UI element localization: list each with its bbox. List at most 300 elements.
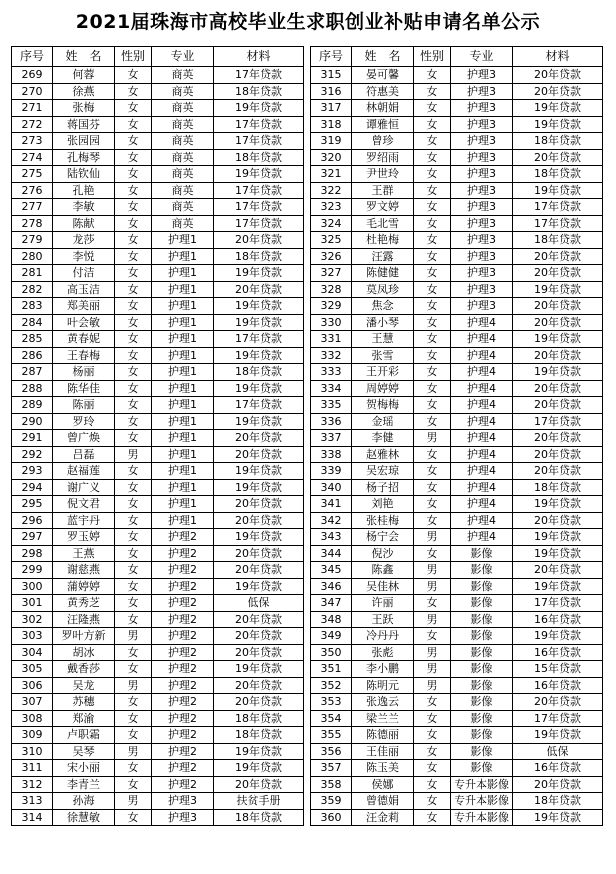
cell-major: 商英 — [152, 182, 214, 199]
cell-index: 326 — [311, 248, 352, 265]
cell-major: 护理3 — [152, 793, 214, 810]
table-row — [311, 479, 603, 496]
table-row — [311, 380, 603, 397]
cell-name: 罗玲 — [53, 413, 115, 430]
cell-major: 护理2 — [152, 661, 214, 678]
cell-name: 孔艳 — [53, 182, 115, 199]
cell-major: 护理3 — [451, 67, 513, 84]
cell-name: 王佳丽 — [352, 743, 414, 760]
cell-index: 310 — [12, 743, 53, 760]
cell-gender: 女 — [115, 595, 152, 612]
cell-material: 17年贷款 — [214, 182, 304, 199]
cell-material: 19年贷款 — [214, 314, 304, 331]
table-row — [311, 133, 603, 150]
cell-major: 商英 — [152, 199, 214, 216]
cell-index: 294 — [12, 479, 53, 496]
table-row — [12, 430, 304, 447]
cell-material: 19年贷款 — [513, 281, 603, 298]
cell-material: 17年贷款 — [513, 413, 603, 430]
cell-index: 317 — [311, 100, 352, 117]
cell-name: 龙莎 — [53, 232, 115, 249]
cell-index: 313 — [12, 793, 53, 810]
page-title: 2021届珠海市高校毕业生求职创业补贴申请名单公示 — [75, 11, 541, 33]
cell-name: 汪金莉 — [352, 809, 414, 826]
cell-material: 20年贷款 — [214, 611, 304, 628]
cell-major: 影像 — [451, 611, 513, 628]
cell-name: 罗绍雨 — [352, 149, 414, 166]
cell-name: 高玉洁 — [53, 281, 115, 298]
cell-name: 何蓉 — [53, 67, 115, 84]
cell-name: 杨丽 — [53, 364, 115, 381]
cell-gender: 女 — [115, 347, 152, 364]
table-row — [12, 265, 304, 282]
cell-major: 护理3 — [451, 100, 513, 117]
cell-index: 304 — [12, 644, 53, 661]
table-row — [311, 413, 603, 430]
cell-material: 20年贷款 — [513, 694, 603, 711]
cell-material: 18年贷款 — [214, 809, 304, 826]
table-header-row — [12, 47, 304, 67]
cell-material: 19年贷款 — [214, 661, 304, 678]
cell-gender: 女 — [115, 116, 152, 133]
cell-index: 285 — [12, 331, 53, 348]
table-row — [311, 331, 603, 348]
table-row — [311, 661, 603, 678]
cell-major: 护理1 — [152, 413, 214, 430]
cell-major: 护理3 — [451, 149, 513, 166]
table-row — [12, 595, 304, 612]
cell-index: 277 — [12, 199, 53, 216]
cell-gender: 女 — [414, 760, 451, 777]
cell-material: 20年贷款 — [513, 265, 603, 282]
cell-name: 杨宁会 — [352, 529, 414, 546]
cell-gender: 女 — [115, 413, 152, 430]
cell-gender: 女 — [115, 232, 152, 249]
table-row — [12, 809, 304, 826]
table-row — [311, 545, 603, 562]
cell-index: 318 — [311, 116, 352, 133]
table-row — [311, 710, 603, 727]
cell-major: 护理1 — [152, 463, 214, 480]
cell-major: 护理2 — [152, 545, 214, 562]
cell-gender: 女 — [115, 710, 152, 727]
cell-name: 罗玉婷 — [53, 529, 115, 546]
table-row — [311, 116, 603, 133]
cell-major: 护理4 — [451, 479, 513, 496]
cell-major: 护理3 — [451, 215, 513, 232]
cell-name: 吕磊 — [53, 446, 115, 463]
table-row — [12, 133, 304, 150]
cell-gender: 女 — [414, 331, 451, 348]
header-major: 专业 — [152, 47, 214, 67]
cell-major: 护理4 — [451, 446, 513, 463]
cell-material: 19年贷款 — [214, 298, 304, 315]
cell-gender: 男 — [115, 743, 152, 760]
cell-gender: 男 — [414, 430, 451, 447]
cell-gender: 男 — [414, 578, 451, 595]
cell-index: 335 — [311, 397, 352, 414]
table-row — [311, 67, 603, 84]
table-row — [311, 83, 603, 100]
cell-material: 18年贷款 — [513, 166, 603, 183]
cell-major: 护理4 — [451, 364, 513, 381]
cell-index: 274 — [12, 149, 53, 166]
table-row — [12, 413, 304, 430]
cell-gender: 女 — [414, 512, 451, 529]
cell-material: 20年贷款 — [513, 463, 603, 480]
cell-name: 莫凤珍 — [352, 281, 414, 298]
table-row — [311, 496, 603, 513]
cell-major: 商英 — [152, 133, 214, 150]
cell-gender: 女 — [414, 545, 451, 562]
cell-index: 354 — [311, 710, 352, 727]
cell-material: 20年贷款 — [513, 248, 603, 265]
cell-gender: 女 — [414, 298, 451, 315]
cell-name: 吴佳林 — [352, 578, 414, 595]
cell-name: 李悦 — [53, 248, 115, 265]
cell-name: 刘艳 — [352, 496, 414, 513]
cell-index: 275 — [12, 166, 53, 183]
cell-gender: 女 — [115, 215, 152, 232]
cell-major: 护理4 — [451, 496, 513, 513]
cell-index: 355 — [311, 727, 352, 744]
table-row — [311, 694, 603, 711]
cell-major: 商英 — [152, 166, 214, 183]
cell-major: 商英 — [152, 116, 214, 133]
cell-material: 17年贷款 — [214, 133, 304, 150]
cell-index: 345 — [311, 562, 352, 579]
cell-material: 20年贷款 — [214, 446, 304, 463]
cell-index: 337 — [311, 430, 352, 447]
cell-index: 349 — [311, 628, 352, 645]
table-row — [12, 644, 304, 661]
header-material: 材料 — [214, 47, 304, 67]
cell-index: 272 — [12, 116, 53, 133]
cell-major: 专升本影像 — [451, 793, 513, 810]
table-row — [311, 611, 603, 628]
table-row — [12, 479, 304, 496]
cell-material: 17年贷款 — [214, 215, 304, 232]
cell-index: 270 — [12, 83, 53, 100]
cell-index: 353 — [311, 694, 352, 711]
cell-material: 17年贷款 — [513, 710, 603, 727]
cell-major: 护理3 — [451, 83, 513, 100]
table-row — [311, 529, 603, 546]
cell-material: 20年贷款 — [513, 397, 603, 414]
table-row — [311, 677, 603, 694]
cell-name: 冷丹丹 — [352, 628, 414, 645]
cell-major: 护理1 — [152, 248, 214, 265]
cell-name: 陈健健 — [352, 265, 414, 282]
table-row — [311, 446, 603, 463]
cell-material: 20年贷款 — [214, 628, 304, 645]
cell-major: 商英 — [152, 149, 214, 166]
cell-material: 20年贷款 — [513, 380, 603, 397]
table-row — [12, 661, 304, 678]
cell-index: 307 — [12, 694, 53, 711]
cell-major: 影像 — [451, 677, 513, 694]
cell-index: 359 — [311, 793, 352, 810]
table-row — [12, 545, 304, 562]
cell-name: 张彪 — [352, 644, 414, 661]
cell-name: 金瑶 — [352, 413, 414, 430]
cell-major: 护理2 — [152, 529, 214, 546]
cell-gender: 女 — [414, 595, 451, 612]
cell-gender: 男 — [115, 628, 152, 645]
cell-index: 328 — [311, 281, 352, 298]
cell-name: 贺梅梅 — [352, 397, 414, 414]
cell-material: 20年贷款 — [513, 314, 603, 331]
cell-index: 305 — [12, 661, 53, 678]
table-row — [12, 248, 304, 265]
cell-name: 郑美丽 — [53, 298, 115, 315]
cell-name: 李小鹏 — [352, 661, 414, 678]
cell-gender: 女 — [115, 149, 152, 166]
cell-index: 301 — [12, 595, 53, 612]
table-row — [311, 463, 603, 480]
cell-major: 影像 — [451, 710, 513, 727]
cell-gender: 男 — [115, 793, 152, 810]
table-body-right — [311, 67, 603, 826]
cell-index: 327 — [311, 265, 352, 282]
cell-index: 320 — [311, 149, 352, 166]
table-row — [12, 67, 304, 84]
cell-gender: 女 — [115, 83, 152, 100]
cell-index: 286 — [12, 347, 53, 364]
cell-major: 专升本影像 — [451, 776, 513, 793]
cell-index: 315 — [311, 67, 352, 84]
cell-index: 347 — [311, 595, 352, 612]
cell-index: 319 — [311, 133, 352, 150]
cell-material: 20年贷款 — [214, 281, 304, 298]
cell-material: 20年贷款 — [513, 149, 603, 166]
cell-name: 汪隆燕 — [53, 611, 115, 628]
cell-gender: 女 — [414, 793, 451, 810]
cell-index: 311 — [12, 760, 53, 777]
cell-gender: 女 — [115, 67, 152, 84]
cell-gender: 女 — [115, 133, 152, 150]
table-row — [311, 793, 603, 810]
cell-index: 356 — [311, 743, 352, 760]
cell-name: 符惠美 — [352, 83, 414, 100]
cell-major: 影像 — [451, 628, 513, 645]
cell-gender: 女 — [115, 331, 152, 348]
cell-name: 孔梅琴 — [53, 149, 115, 166]
cell-gender: 男 — [414, 677, 451, 694]
table-row — [12, 116, 304, 133]
cell-major: 护理2 — [152, 743, 214, 760]
cell-name: 王开彩 — [352, 364, 414, 381]
cell-gender: 女 — [414, 248, 451, 265]
cell-major: 护理1 — [152, 298, 214, 315]
cell-name: 蓝宇丹 — [53, 512, 115, 529]
cell-material: 18年贷款 — [214, 248, 304, 265]
table-row — [311, 199, 603, 216]
table-row — [12, 364, 304, 381]
cell-major: 护理2 — [152, 694, 214, 711]
cell-material: 20年贷款 — [513, 83, 603, 100]
cell-index: 281 — [12, 265, 53, 282]
cell-name: 王燕 — [53, 545, 115, 562]
cell-gender: 女 — [115, 562, 152, 579]
cell-index: 302 — [12, 611, 53, 628]
cell-major: 护理1 — [152, 331, 214, 348]
cell-name: 张梅 — [53, 100, 115, 117]
table-row — [311, 743, 603, 760]
table-row — [12, 347, 304, 364]
cell-material: 19年贷款 — [214, 743, 304, 760]
cell-major: 护理4 — [451, 512, 513, 529]
cell-index: 278 — [12, 215, 53, 232]
cell-name: 梁兰兰 — [352, 710, 414, 727]
cell-material: 16年贷款 — [513, 611, 603, 628]
cell-gender: 男 — [414, 611, 451, 628]
header-index: 序号 — [12, 47, 53, 67]
header-material: 材料 — [513, 47, 603, 67]
cell-gender: 女 — [414, 116, 451, 133]
cell-gender: 女 — [115, 694, 152, 711]
table-row — [311, 298, 603, 315]
cell-gender: 女 — [414, 67, 451, 84]
table-row — [311, 166, 603, 183]
cell-name: 周婷婷 — [352, 380, 414, 397]
cell-material: 18年贷款 — [214, 83, 304, 100]
cell-major: 护理1 — [152, 397, 214, 414]
cell-gender: 男 — [414, 644, 451, 661]
cell-name: 谭雅恒 — [352, 116, 414, 133]
cell-material: 17年贷款 — [214, 67, 304, 84]
cell-index: 325 — [311, 232, 352, 249]
cell-index: 340 — [311, 479, 352, 496]
cell-name: 王春梅 — [53, 347, 115, 364]
cell-major: 护理1 — [152, 265, 214, 282]
cell-name: 罗叶方新 — [53, 628, 115, 645]
cell-material: 19年贷款 — [513, 545, 603, 562]
cell-name: 陈鑫 — [352, 562, 414, 579]
table-row — [12, 743, 304, 760]
cell-major: 护理3 — [451, 116, 513, 133]
table-row — [311, 595, 603, 612]
cell-gender: 女 — [414, 347, 451, 364]
cell-index: 290 — [12, 413, 53, 430]
table-row — [12, 677, 304, 694]
cell-name: 张逸云 — [352, 694, 414, 711]
cell-material: 19年贷款 — [513, 727, 603, 744]
cell-material: 18年贷款 — [214, 149, 304, 166]
cell-major: 护理3 — [451, 182, 513, 199]
cell-gender: 女 — [115, 380, 152, 397]
cell-index: 312 — [12, 776, 53, 793]
cell-major: 护理2 — [152, 562, 214, 579]
cell-gender: 女 — [115, 430, 152, 447]
cell-material: 19年贷款 — [513, 182, 603, 199]
cell-name: 张园园 — [53, 133, 115, 150]
cell-major: 护理1 — [152, 232, 214, 249]
cell-index: 271 — [12, 100, 53, 117]
cell-material: 19年贷款 — [513, 578, 603, 595]
header-name: 姓 名 — [53, 47, 115, 67]
cell-index: 330 — [311, 314, 352, 331]
cell-major: 护理4 — [451, 463, 513, 480]
cell-index: 348 — [311, 611, 352, 628]
cell-major: 护理2 — [152, 628, 214, 645]
cell-major: 护理4 — [451, 397, 513, 414]
cell-major: 影像 — [451, 644, 513, 661]
cell-index: 333 — [311, 364, 352, 381]
header-gender: 性别 — [115, 47, 152, 67]
cell-major: 护理1 — [152, 512, 214, 529]
cell-gender: 女 — [115, 397, 152, 414]
cell-material: 17年贷款 — [513, 215, 603, 232]
table-row — [311, 100, 603, 117]
cell-gender: 女 — [115, 298, 152, 315]
cell-gender: 女 — [115, 199, 152, 216]
cell-gender: 女 — [414, 133, 451, 150]
cell-major: 影像 — [451, 760, 513, 777]
cell-major: 护理4 — [451, 331, 513, 348]
table-row — [311, 265, 603, 282]
cell-material: 20年贷款 — [214, 512, 304, 529]
cell-gender: 女 — [414, 463, 451, 480]
cell-material: 17年贷款 — [214, 331, 304, 348]
cell-major: 护理4 — [451, 314, 513, 331]
table-row — [311, 512, 603, 529]
cell-name: 李青兰 — [53, 776, 115, 793]
roster-table-right — [310, 46, 603, 826]
cell-index: 289 — [12, 397, 53, 414]
cell-material: 19年贷款 — [513, 331, 603, 348]
table-row — [12, 331, 304, 348]
cell-gender: 女 — [115, 182, 152, 199]
cell-name: 陈明元 — [352, 677, 414, 694]
cell-material: 20年贷款 — [214, 694, 304, 711]
cell-major: 影像 — [451, 661, 513, 678]
cell-material: 19年贷款 — [513, 100, 603, 117]
cell-name: 焦念 — [352, 298, 414, 315]
cell-index: 322 — [311, 182, 352, 199]
cell-index: 350 — [311, 644, 352, 661]
cell-gender: 女 — [115, 809, 152, 826]
table-row — [311, 364, 603, 381]
cell-material: 20年贷款 — [214, 545, 304, 562]
cell-name: 黄秀芝 — [53, 595, 115, 612]
cell-gender: 女 — [115, 364, 152, 381]
cell-name: 陈玉美 — [352, 760, 414, 777]
cell-gender: 女 — [115, 463, 152, 480]
cell-name: 郑渝 — [53, 710, 115, 727]
cell-material: 19年贷款 — [214, 100, 304, 117]
cell-material: 20年贷款 — [214, 430, 304, 447]
cell-index: 291 — [12, 430, 53, 447]
cell-material: 15年贷款 — [513, 661, 603, 678]
cell-major: 护理2 — [152, 776, 214, 793]
cell-name: 许丽 — [352, 595, 414, 612]
cell-name: 王跃 — [352, 611, 414, 628]
table-row — [12, 232, 304, 249]
cell-index: 321 — [311, 166, 352, 183]
cell-gender: 女 — [414, 496, 451, 513]
cell-index: 306 — [12, 677, 53, 694]
cell-index: 360 — [311, 809, 352, 826]
cell-index: 343 — [311, 529, 352, 546]
cell-name: 吴宏琼 — [352, 463, 414, 480]
table-row — [311, 397, 603, 414]
cell-name: 侯娜 — [352, 776, 414, 793]
table-row — [12, 380, 304, 397]
cell-index: 358 — [311, 776, 352, 793]
table-row — [12, 463, 304, 480]
cell-major: 影像 — [451, 727, 513, 744]
